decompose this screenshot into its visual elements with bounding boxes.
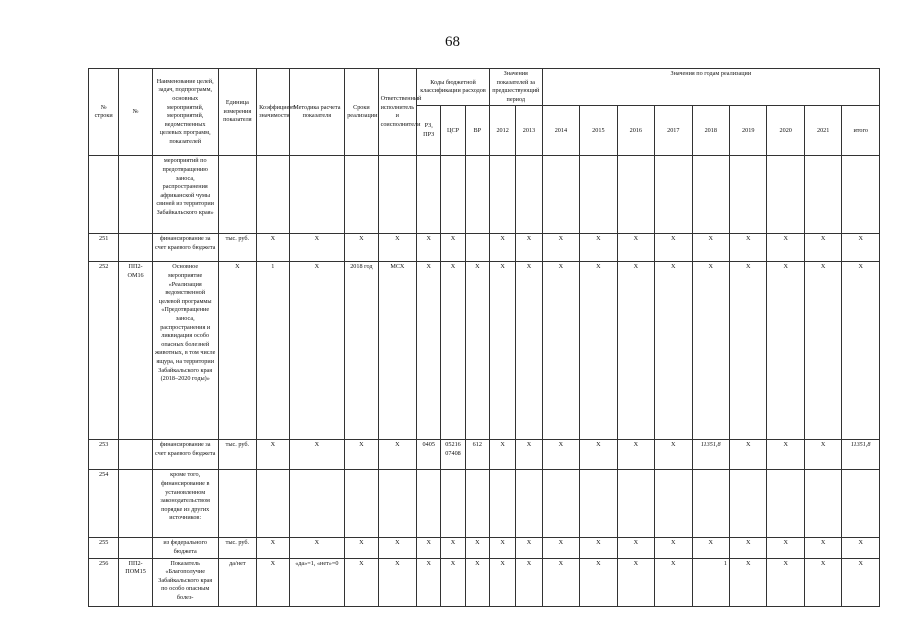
row-val-2013 [516, 470, 542, 538]
row-val-2020: Х [767, 538, 804, 558]
row-name: Показатель «Благополучие Забайкальского края по особо опасным болез- [152, 558, 218, 606]
row-csr: Х [441, 262, 465, 440]
row-coef: Х [257, 558, 289, 606]
row-val-2019 [729, 470, 766, 538]
row-csr: 05216 07408 [441, 440, 465, 470]
row-val-2017: Х [655, 234, 692, 262]
row-val-2013: Х [516, 234, 542, 262]
row-code [119, 440, 152, 470]
row-val-2020 [767, 470, 804, 538]
row-vr: Х [465, 538, 489, 558]
table-row [89, 440, 880, 470]
row-val-total: 11351,8 [842, 440, 880, 470]
table-row [89, 156, 880, 234]
row-rz: 0405 [417, 440, 441, 470]
row-csr: Х [441, 234, 465, 262]
row-val-2018 [692, 156, 729, 234]
row-val-2017: Х [655, 440, 692, 470]
row-val-2019: Х [729, 558, 766, 606]
header-row-num: № строки [89, 69, 119, 156]
row-coef [257, 470, 289, 538]
row-val-2019: Х [729, 234, 766, 262]
row-code: ПП2-ПОМ15 [119, 558, 152, 606]
row-val-2012: Х [489, 262, 515, 440]
row-val-total [842, 156, 880, 234]
row-code: ПП2-ОМ16 [119, 262, 152, 440]
row-val-2015: Х [580, 234, 617, 262]
row-val-2015 [580, 470, 617, 538]
row-unit [218, 156, 256, 234]
row-method: Х [289, 262, 345, 440]
header-year-2018: 2018 [692, 106, 729, 156]
header-year-2021: 2021 [804, 106, 841, 156]
table-row [89, 234, 880, 262]
row-val-2016: Х [617, 558, 654, 606]
row-csr: Х [441, 538, 465, 558]
row-terms: Х [345, 234, 378, 262]
row-val-2014: Х [542, 440, 579, 470]
row-val-2015: Х [580, 538, 617, 558]
row-val-2016 [617, 470, 654, 538]
row-val-2013: Х [516, 440, 542, 470]
row-terms: 2018 год [345, 262, 378, 440]
header-coef: Коэффициент значимости [257, 69, 289, 156]
row-method: Х [289, 234, 345, 262]
header-budget-codes: Коды бюджетной классификации расходов [417, 69, 490, 106]
row-responsible: Х [378, 538, 416, 558]
row-name: финансирование за счет краевого бюджета [152, 234, 218, 262]
row-rz [417, 156, 441, 234]
row-name: мероприятий по предотвращению заноса, распространения африканской чумы свиней из территории Забайкальского края» [152, 156, 218, 234]
row-val-2016: Х [617, 440, 654, 470]
row-unit [218, 470, 256, 538]
row-val-2018 [692, 470, 729, 538]
table-row [89, 470, 880, 538]
row-terms: Х [345, 440, 378, 470]
row-val-2020: Х [767, 262, 804, 440]
row-val-2016: Х [617, 538, 654, 558]
row-val-2017: Х [655, 538, 692, 558]
row-name: финансирование за счет краевого бюджета [152, 440, 218, 470]
row-val-2018: 11351,8 [692, 440, 729, 470]
header-unit: Единица измерения показателя [218, 69, 256, 156]
row-code [119, 156, 152, 234]
row-val-2020: Х [767, 558, 804, 606]
table-row [89, 538, 880, 558]
row-val-2021: Х [804, 558, 841, 606]
row-val-total: Х [842, 538, 880, 558]
row-unit: Х [218, 262, 256, 440]
row-val-2013 [516, 156, 542, 234]
row-val-2019: Х [729, 538, 766, 558]
row-val-2018: Х [692, 538, 729, 558]
row-val-2021: Х [804, 538, 841, 558]
row-terms [345, 156, 378, 234]
row-vr: Х [465, 558, 489, 606]
row-val-2016 [617, 156, 654, 234]
row-val-2015 [580, 156, 617, 234]
table-row [89, 262, 880, 440]
row-val-total [842, 470, 880, 538]
row-code [119, 538, 152, 558]
row-val-2020: Х [767, 440, 804, 470]
row-val-2015: Х [580, 440, 617, 470]
row-val-2019: Х [729, 440, 766, 470]
row-val-2015: Х [580, 558, 617, 606]
row-responsible: Х [378, 558, 416, 606]
row-number: 252 [89, 262, 119, 440]
row-val-2021: Х [804, 262, 841, 440]
row-val-2021: Х [804, 234, 841, 262]
header-year-2015: 2015 [580, 106, 617, 156]
row-unit: тыс. руб. [218, 538, 256, 558]
row-coef: 1 [257, 262, 289, 440]
row-csr: Х [441, 558, 465, 606]
row-val-2018: Х [692, 234, 729, 262]
row-terms: Х [345, 538, 378, 558]
header-vr: ВР [465, 106, 489, 156]
header-year-2012: 2012 [489, 106, 515, 156]
row-vr: 612 [465, 440, 489, 470]
row-val-2012: Х [489, 558, 515, 606]
row-number [89, 156, 119, 234]
row-val-2015: Х [580, 262, 617, 440]
row-responsible [378, 470, 416, 538]
row-coef: Х [257, 538, 289, 558]
row-number: 251 [89, 234, 119, 262]
row-val-2012: Х [489, 538, 515, 558]
row-val-2014: Х [542, 558, 579, 606]
row-val-total: Х [842, 558, 880, 606]
row-terms [345, 470, 378, 538]
header-year-2014: 2014 [542, 106, 579, 156]
row-val-2012 [489, 156, 515, 234]
row-val-2018: 1 [692, 558, 729, 606]
header-csr: ЦСР [441, 106, 465, 156]
page-number: 68 [445, 34, 460, 50]
header-year-2019: 2019 [729, 106, 766, 156]
row-val-2016: Х [617, 234, 654, 262]
row-responsible [378, 156, 416, 234]
row-val-2014 [542, 470, 579, 538]
row-number: 254 [89, 470, 119, 538]
row-method: Х [289, 440, 345, 470]
row-rz: Х [417, 234, 441, 262]
row-coef: Х [257, 234, 289, 262]
row-method: «да»=1, «нет»=0 [289, 558, 345, 606]
header-prev-values: Значения показателей за предшествующий период [489, 69, 542, 106]
header-responsible: Ответственный исполнитель и соисполнители [378, 69, 416, 156]
row-val-total: Х [842, 262, 880, 440]
row-val-2021: Х [804, 440, 841, 470]
row-method [289, 156, 345, 234]
header-year-2017: 2017 [655, 106, 692, 156]
row-val-2020: Х [767, 234, 804, 262]
row-val-2020 [767, 156, 804, 234]
row-val-2019: Х [729, 262, 766, 440]
row-val-2013: Х [516, 262, 542, 440]
row-name: кроме того, финансирование в установленном законодательством порядке из других источников: [152, 470, 218, 538]
header-name: Наименование целей, задач, подпрограмм, основных мероприятий, мероприятий, ведомственных целевых программ, показателей [152, 69, 218, 156]
header-method: Методика расчета показателя [289, 69, 345, 156]
row-val-2012 [489, 470, 515, 538]
row-name: Основное мероприятие «Реализация ведомственной целевой программы «Предотвращение заноса, распространения и ликвидация особо опасных болезней животных, в том числе ящура, на территории Забайкальского края (2018–2020 годы)» [152, 262, 218, 440]
row-unit: тыс. руб. [218, 440, 256, 470]
row-val-2017 [655, 156, 692, 234]
row-val-total: Х [842, 234, 880, 262]
row-val-2012: Х [489, 440, 515, 470]
header-total: итого [842, 106, 880, 156]
row-val-2014: Х [542, 234, 579, 262]
row-number: 253 [89, 440, 119, 470]
row-val-2013: Х [516, 538, 542, 558]
row-vr [465, 234, 489, 262]
row-method: Х [289, 538, 345, 558]
row-val-2021 [804, 470, 841, 538]
header-num: № [119, 69, 152, 156]
row-vr: Х [465, 262, 489, 440]
row-coef [257, 156, 289, 234]
row-val-2021 [804, 156, 841, 234]
row-vr [465, 470, 489, 538]
row-val-2019 [729, 156, 766, 234]
row-val-2018: Х [692, 262, 729, 440]
row-val-2017: Х [655, 262, 692, 440]
row-csr [441, 470, 465, 538]
row-rz [417, 470, 441, 538]
row-coef: Х [257, 440, 289, 470]
row-val-2014: Х [542, 262, 579, 440]
row-code [119, 470, 152, 538]
table-body [89, 156, 880, 606]
row-val-2017 [655, 470, 692, 538]
row-number: 256 [89, 558, 119, 606]
row-unit: да/нет [218, 558, 256, 606]
row-terms: Х [345, 558, 378, 606]
row-number: 255 [89, 538, 119, 558]
header-year-2016: 2016 [617, 106, 654, 156]
row-rz: Х [417, 558, 441, 606]
header-terms: Сроки реализации [345, 69, 378, 156]
program-table [88, 68, 880, 607]
row-vr [465, 156, 489, 234]
table-row [89, 558, 880, 606]
header-year-2013: 2013 [516, 106, 542, 156]
row-val-2014 [542, 156, 579, 234]
row-val-2012: Х [489, 234, 515, 262]
row-responsible: Х [378, 234, 416, 262]
row-name: из федерального бюджета [152, 538, 218, 558]
header-rz: РЗ, ПРЗ [417, 106, 441, 156]
header-year-2020: 2020 [767, 106, 804, 156]
row-rz: Х [417, 538, 441, 558]
row-val-2016: Х [617, 262, 654, 440]
header-years-values: Значения по годам реализации [542, 69, 879, 106]
row-val-2013: Х [516, 558, 542, 606]
row-responsible: Х [378, 440, 416, 470]
row-rz: Х [417, 262, 441, 440]
row-unit: тыс. руб. [218, 234, 256, 262]
row-responsible: МСХ [378, 262, 416, 440]
row-code [119, 234, 152, 262]
row-method [289, 470, 345, 538]
row-csr [441, 156, 465, 234]
row-val-2014: Х [542, 538, 579, 558]
row-val-2017: Х [655, 558, 692, 606]
